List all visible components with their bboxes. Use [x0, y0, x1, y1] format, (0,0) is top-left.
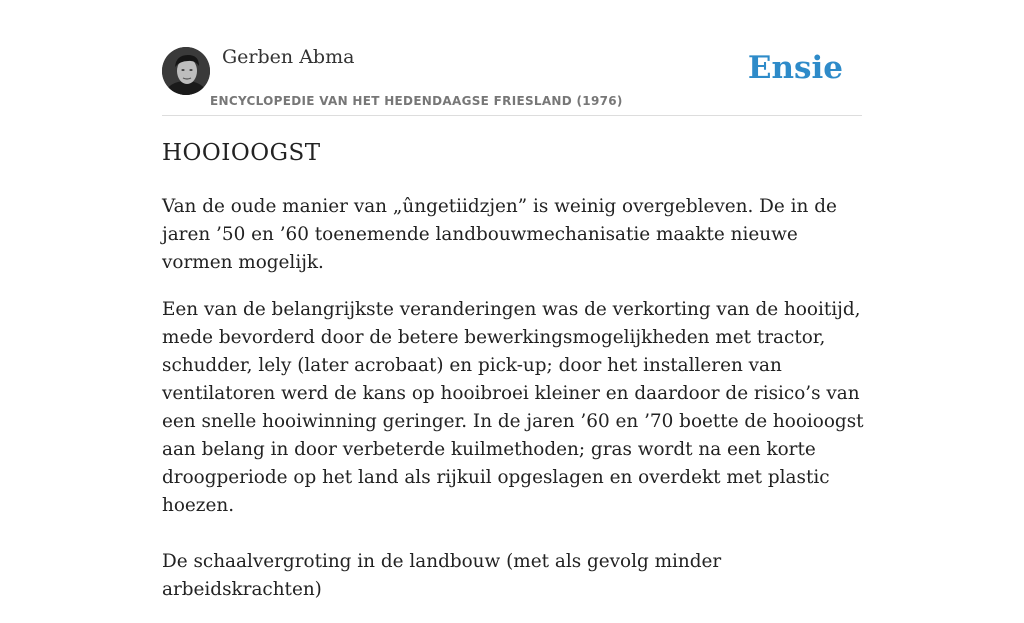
paragraph: Een van de belangrijkste veranderingen was de verkorting van de hooitijd, mede bevorderd door de betere bewerkingsmogelijkheden met tractor, schudder, lely (later acrobaat) en pick-up; door het installeren van ventilatoren werd de kans op hooibroei kleiner en daardoor de risico’s van een snelle hooiwinning geringer. In de jaren ’60 en ’70 boette de hooioogst aan belang in door verbeterde kuilmethoden; gras wordt na een korte droogperiode op het land als rijkuil opgeslagen en overdekt met plastic hoezen.: [162, 299, 864, 516]
article-body: [162, 193, 866, 623]
author-name[interactable]: Gerben Abma: [222, 46, 355, 68]
author-avatar[interactable]: [162, 47, 210, 95]
site-logo[interactable]: Ensie: [747, 50, 843, 86]
header-divider: [162, 115, 862, 116]
paragraph: Van de oude manier van „ûngetiidzjen” is weinig overgebleven. De in de jaren ’50 en ’60 toenemende landbouwmechanisatie maakte nieuwe vormen mogelijk.: [162, 196, 837, 273]
author-portrait-icon: [162, 47, 210, 95]
paragraph: De schaalvergroting in de landbouw (met als gevolg minder arbeidskrachten): [162, 551, 722, 600]
source-label[interactable]: ENCYCLOPEDIE VAN HET HEDENDAAGSE FRIESLAND (1976): [210, 94, 623, 108]
article-title: HOOIOOGST: [162, 140, 321, 166]
